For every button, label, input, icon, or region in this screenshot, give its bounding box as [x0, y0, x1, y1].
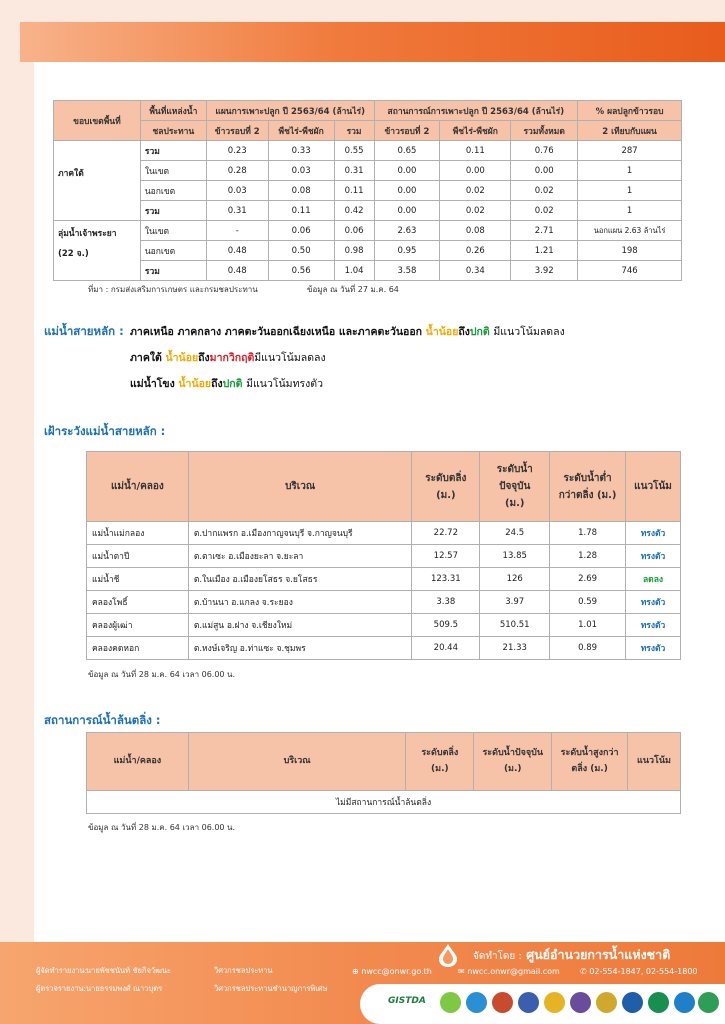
- below-bank-cell: 1.01: [550, 614, 626, 637]
- location-cell: ต.ในเมือง อ.เมืองยโสธร จ.ยโสธร: [188, 568, 412, 591]
- value-cell: 0.26: [440, 241, 511, 261]
- trend-cell: ทรงตัว: [626, 637, 681, 660]
- value-cell: 0.11: [334, 181, 374, 201]
- value-cell: 0.33: [268, 141, 334, 161]
- globe-icon: ⊕: [352, 967, 359, 976]
- line1-regions: ภาคเหนือ ภาคกลาง ภาคตะวันออกเฉียงเหนือ และภาคตะวันออก: [130, 326, 423, 338]
- overflow-table: [86, 732, 681, 814]
- header-status-field: พืชไร่-พืชผัก: [440, 121, 511, 141]
- value-cell: 0.02: [440, 181, 511, 201]
- trend-cell: ทรงตัว: [626, 545, 681, 568]
- value-cell: 0.02: [440, 201, 511, 221]
- value-cell: 0.31: [206, 201, 268, 221]
- table1-date-note: ข้อมูล ณ วันที่ 27 ม.ค. 64: [307, 285, 399, 294]
- table1-source-note: ที่มา : กรมส่งเสริมการเกษตร และกรมชลประทาน: [88, 285, 258, 294]
- org-name: ศูนย์อำนวยการน้ำแห่งชาติ: [526, 947, 671, 962]
- current-level-cell: 21.33: [480, 637, 550, 660]
- overflow-empty-message: ไม่มีสถานการณ์น้ำล้นตลิ่ง: [87, 791, 681, 814]
- watch-date-note: ข้อมูล ณ วันที่ 28 ม.ค. 64 เวลา 06.00 น.: [88, 670, 236, 679]
- line2-level-to: มากวิกฤติ: [209, 352, 255, 364]
- reviewed-office: วิศวกรชลประทานชำนาญการพิเศษ: [214, 984, 328, 993]
- bank-level-cell: 12.57: [412, 545, 480, 568]
- department-logo-icon: [492, 992, 513, 1013]
- value-cell: 0.02: [511, 201, 578, 221]
- reviewed-name: นายธรรมพงศ์ ณาวบุตร: [86, 984, 163, 993]
- bank-level-cell: 3.38: [412, 591, 480, 614]
- value-cell: 0.00: [374, 201, 440, 221]
- line2-level-from: น้ำน้อย: [165, 352, 199, 364]
- value-cell: 0.08: [440, 221, 511, 241]
- bank-level-cell: 20.44: [412, 637, 480, 660]
- email1-text: nwcc@onwr.go.th: [361, 967, 432, 976]
- value-cell: 0.00: [374, 181, 440, 201]
- overflow-header-bank: [406, 733, 474, 791]
- value-cell: 0.28: [206, 161, 268, 181]
- river-name-cell: คลองผู้เฒ่า: [87, 614, 189, 637]
- royal-seal-logo-icon: [518, 992, 539, 1013]
- overflow-header-above-line2: ตลิ่ง (ม.): [571, 763, 608, 774]
- value-cell: 287: [578, 141, 682, 161]
- value-cell: 0.76: [511, 141, 578, 161]
- current-level-cell: 13.85: [480, 545, 550, 568]
- table-row: [87, 791, 681, 814]
- header-percent-line2: 2 เทียบกับแผน: [578, 121, 682, 141]
- value-cell: 0.98: [334, 241, 374, 261]
- value-cell: -: [206, 221, 268, 241]
- overflow-header-trend: แนวโน้ม: [628, 733, 681, 791]
- region-south: ภาคใต้: [54, 161, 141, 181]
- table-row: [54, 221, 682, 241]
- irrigation-logo-icon: [648, 992, 669, 1013]
- bank-level-cell: 22.72: [412, 522, 480, 545]
- value-cell: 1: [578, 181, 682, 201]
- below-bank-cell: 0.89: [550, 637, 626, 660]
- region-cell-blank: [54, 201, 141, 221]
- watch-header-current-line3: (ม.): [504, 498, 525, 509]
- overflow-header-current: [474, 733, 552, 791]
- value-cell: 0.48: [206, 261, 268, 281]
- header-status-rice2: ข้าวรอบที่ 2: [374, 121, 440, 141]
- main-rivers-line1: [130, 323, 565, 340]
- below-bank-cell: 1.28: [550, 545, 626, 568]
- header-zone: ขอบเขตพื้นที่: [54, 101, 141, 141]
- value-cell: 2.63: [374, 221, 440, 241]
- location-cell: ต.แม่สูน อ.ฝาง จ.เชียงใหม่: [188, 614, 412, 637]
- main-rivers-line2: [130, 349, 326, 366]
- header-plan-total: รวม: [334, 121, 374, 141]
- value-cell: 1.04: [334, 261, 374, 281]
- value-cell: 0.08: [268, 181, 334, 201]
- meteorology-logo-icon: [622, 992, 643, 1013]
- table-row: [54, 201, 682, 221]
- header-source-line1: พื้นที่แหล่งน้ำ: [140, 101, 206, 121]
- leaf-logo-icon: [440, 992, 461, 1013]
- watch-header-below: [550, 452, 626, 522]
- prepared-name: นายพัชชนันท์ ชัยกิจวัฒนะ: [86, 966, 172, 975]
- line3-regions: แม่น้ำโขง: [130, 378, 175, 390]
- value-cell: 0.34: [440, 261, 511, 281]
- overflow-title: สถานการณ์น้ำล้นตลิ่ง :: [44, 713, 161, 727]
- value-cell: 0.56: [268, 261, 334, 281]
- environment-logo-icon: [698, 992, 719, 1013]
- value-cell: 3.58: [374, 261, 440, 281]
- watch-header-below-line1: ระดับน้ำต่ำ: [563, 472, 612, 484]
- value-cell: 0.02: [511, 181, 578, 201]
- overflow-header-current-line2: (ม.): [503, 763, 522, 774]
- line1-to: ถึง: [458, 326, 470, 338]
- header-plan-rice2: ข้าวรอบที่ 2: [206, 121, 268, 141]
- email2-row: [458, 967, 560, 976]
- watch-header-area: บริเวณ: [188, 452, 412, 522]
- value-cell: 1: [578, 201, 682, 221]
- watch-table: [86, 451, 681, 660]
- phone-text: 02-554-1847, 02-554-1800: [589, 967, 698, 976]
- military-logo-icon: [570, 992, 591, 1013]
- value-cell: 0.00: [374, 161, 440, 181]
- bank-level-cell: 123.31: [412, 568, 480, 591]
- header-percent-line1: % ผลปลูกข้าวรอบ: [578, 101, 682, 121]
- river-name-cell: แม่น้ำแม่กลอง: [87, 522, 189, 545]
- watch-header-bank-line2: (ม.): [436, 489, 456, 501]
- value-cell: 2.71: [511, 221, 578, 241]
- line1-trend: มีแนวโน้มลดลง: [493, 326, 565, 338]
- value-cell: 1: [578, 161, 682, 181]
- location-cell: ต.ปากแพรก อ.เมืองกาญจนบุรี จ.กาญจนบุรี: [188, 522, 412, 545]
- table-row: [54, 141, 682, 161]
- area-cell: นอกเขต: [140, 181, 206, 201]
- overflow-header-bank-line2: (ม.): [431, 763, 449, 774]
- value-cell: 0.42: [334, 201, 374, 221]
- table-row: [87, 568, 681, 591]
- current-level-cell: 510.51: [480, 614, 550, 637]
- header-source-line2: ชลประทาน: [140, 121, 206, 141]
- table-row: [54, 161, 682, 181]
- trend-cell: ทรงตัว: [626, 591, 681, 614]
- email2-text: nwcc.onwr@gmail.com: [467, 967, 560, 976]
- value-cell: 0.23: [206, 141, 268, 161]
- overflow-header-above-line1: ระดับน้ำสูงกว่า: [560, 748, 619, 759]
- table-row: [54, 241, 682, 261]
- overflow-header-above: [552, 733, 628, 791]
- table-row: [87, 614, 681, 637]
- trend-cell: ทรงตัว: [626, 614, 681, 637]
- watch-header-bank: [412, 452, 480, 522]
- line2-regions: ภาคใต้: [130, 352, 162, 364]
- main-rivers-title: แม่น้ำสายหลัก :: [44, 324, 124, 338]
- value-cell: 0.06: [268, 221, 334, 241]
- mail-icon: ✉: [458, 967, 465, 976]
- line3-trend: มีแนวโน้มทรงตัว: [246, 378, 323, 390]
- area-cell: ในเขต: [140, 221, 206, 241]
- line1-level-to: ปกติ: [469, 326, 490, 338]
- phone-row: [580, 967, 698, 976]
- table-row: [54, 261, 682, 281]
- trend-cell: ลดลง: [626, 568, 681, 591]
- prepared-label: ผู้จัดทำรายงาน:: [36, 966, 87, 975]
- value-cell: 198: [578, 241, 682, 261]
- location-cell: ต.บ้านนา อ.แกลง จ.ระยอง: [188, 591, 412, 614]
- left-margin-strip: [0, 62, 34, 942]
- gistda-logo: GISTDA: [388, 996, 426, 1006]
- area-cell: ในเขต: [140, 161, 206, 181]
- cultivation-table: [53, 100, 682, 281]
- below-bank-cell: 0.59: [550, 591, 626, 614]
- made-by-label: จัดทำโดย :: [473, 951, 522, 962]
- water-drop-icon: [433, 942, 463, 968]
- value-cell: 0.65: [374, 141, 440, 161]
- trend-cell: ทรงตัว: [626, 522, 681, 545]
- water-agency-logo-icon: [466, 992, 487, 1013]
- region-cell-blank: [54, 181, 141, 201]
- bank-level-cell: 509.5: [412, 614, 480, 637]
- area-cell: รวม: [140, 141, 206, 161]
- value-cell: 746: [578, 261, 682, 281]
- hydro-logo-icon: [674, 992, 695, 1013]
- org-title: [473, 945, 670, 965]
- header-plan-group: แผนการเพาะปลูก ปี 2563/64 (ล้านไร่): [206, 101, 374, 121]
- river-name-cell: แม่น้ำตาปี: [87, 545, 189, 568]
- value-cell: 0.95: [374, 241, 440, 261]
- value-cell: 0.00: [511, 161, 578, 181]
- region-chao-phraya-line1: ลุ่มน้ำเจ้าพระยา: [54, 221, 141, 241]
- value-cell: 0.03: [268, 161, 334, 181]
- value-cell: 0.11: [440, 141, 511, 161]
- river-name-cell: คลองโพธิ์: [87, 591, 189, 614]
- region-cell-blank: [54, 141, 141, 161]
- phone-icon: ✆: [580, 967, 587, 976]
- value-cell: 0.11: [268, 201, 334, 221]
- table-row: [87, 545, 681, 568]
- watch-header-current: [480, 452, 550, 522]
- reviewed-label: ผู้ตรวจรายงาน:: [36, 984, 87, 993]
- prepared-office: วิศวกรชลประทาน: [214, 966, 273, 975]
- garuda-logo-icon: [596, 992, 617, 1013]
- area-cell: รวม: [140, 201, 206, 221]
- value-cell: 0.48: [206, 241, 268, 261]
- region-chao-phraya-line2: (22 จ.): [54, 241, 141, 261]
- line2-to: ถึง: [198, 352, 210, 364]
- below-bank-cell: 1.78: [550, 522, 626, 545]
- overflow-header-river: แม่น้ำ/คลอง: [87, 733, 189, 791]
- area-cell: รวม: [140, 261, 206, 281]
- value-cell: 0.50: [268, 241, 334, 261]
- overflow-header-bank-line1: ระดับตลิ่ง: [421, 748, 459, 759]
- watch-header-below-line2: กว่าตลิ่ง (ม.): [558, 489, 617, 501]
- line3-level-to: ปกติ: [222, 378, 243, 390]
- line2-trend: มีแนวโน้มลดลง: [254, 352, 326, 364]
- overflow-header-current-line1: ระดับน้ำปัจจุบัน: [482, 748, 543, 759]
- river-name-cell: แม่น้ำชี: [87, 568, 189, 591]
- value-cell: 1.21: [511, 241, 578, 261]
- header-plan-field: พืชไร่-พืชผัก: [268, 121, 334, 141]
- location-cell: ต.หงษ์เจริญ อ.ท่าแซะ จ.ชุมพร: [188, 637, 412, 660]
- watch-header-bank-line1: ระดับตลิ่ง: [425, 472, 467, 484]
- watch-title: เฝ้าระวังแม่น้ำสายหลัก :: [44, 424, 166, 438]
- area-cell: นอกเขต: [140, 241, 206, 261]
- current-level-cell: 24.5: [480, 522, 550, 545]
- overflow-header-area: บริเวณ: [188, 733, 406, 791]
- watch-header-current-line1: ระดับน้ำ: [496, 464, 533, 475]
- header-status-group: สถานการณ์การเพาะปลูก ปี 2563/64 (ล้านไร่): [374, 101, 578, 121]
- location-cell: ต.ตาเซะ อ.เมืองยะลา จ.ยะลา: [188, 545, 412, 568]
- table-row: [87, 522, 681, 545]
- email1-row: [352, 967, 432, 976]
- current-level-cell: 3.97: [480, 591, 550, 614]
- value-cell: 0.31: [334, 161, 374, 181]
- header-status-total: รวมทั้งหมด: [511, 121, 578, 141]
- river-name-cell: คลองคดหอก: [87, 637, 189, 660]
- table-row: [87, 637, 681, 660]
- region-cell-blank: [54, 261, 141, 281]
- main-rivers-line3: [130, 375, 323, 392]
- below-bank-cell: 2.69: [550, 568, 626, 591]
- watch-header-river: แม่น้ำ/คลอง: [87, 452, 189, 522]
- line1-level-from: น้ำน้อย: [425, 326, 459, 338]
- value-cell: 3.92: [511, 261, 578, 281]
- current-level-cell: 126: [480, 568, 550, 591]
- value-cell: นอกแผน 2.63 ล้านไร่: [578, 221, 682, 241]
- value-cell: 0.06: [334, 221, 374, 241]
- ministry-logo-icon: [544, 992, 565, 1013]
- value-cell: 0.00: [440, 161, 511, 181]
- table-row: [54, 181, 682, 201]
- overflow-date-note: ข้อมูล ณ วันที่ 28 ม.ค. 64 เวลา 06.00 น.: [88, 823, 236, 832]
- value-cell: 0.55: [334, 141, 374, 161]
- watch-header-current-line2: ปัจจุบัน: [499, 481, 531, 492]
- table-row: [87, 591, 681, 614]
- header-orange-bar: [20, 22, 725, 62]
- line3-level-from: น้ำน้อย: [178, 378, 212, 390]
- watch-header-trend: แนวโน้ม: [626, 452, 681, 522]
- line3-to: ถึง: [211, 378, 223, 390]
- value-cell: 0.03: [206, 181, 268, 201]
